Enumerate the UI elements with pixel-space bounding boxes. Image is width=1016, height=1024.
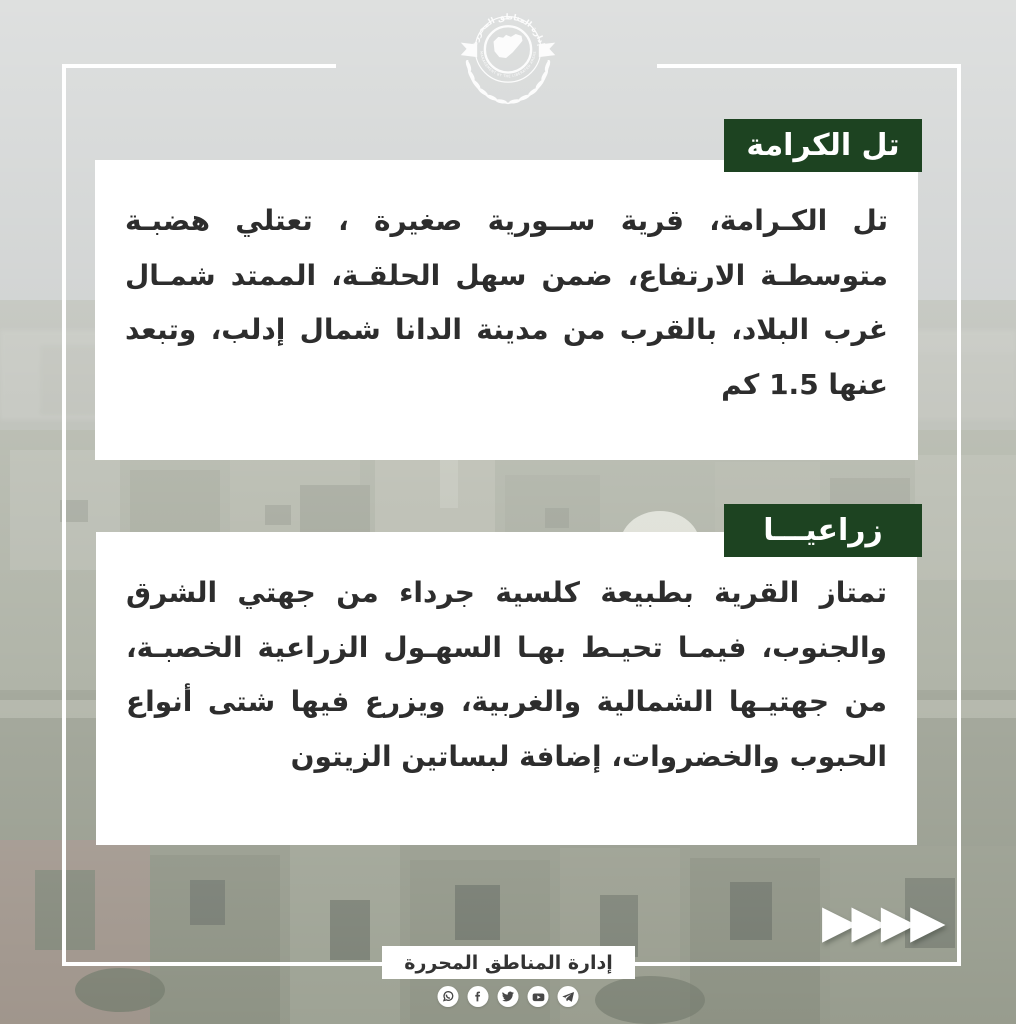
- forward-arrow-icon: ▶: [880, 894, 917, 948]
- facebook-icon[interactable]: [468, 986, 489, 1007]
- footer-label-text: إدارة المناطق المحررة: [404, 951, 613, 974]
- telegram-icon[interactable]: [558, 986, 579, 1007]
- section-body-text: تمتاز القرية بطبيعة كلسية جرداء من جهتي الشرق والجنوب، فيمـا تحيـط بهـا السهـول الزراعية الخصبـة، من جهتيـها الشمالية والغربية، ويزرع فيها شتى أنواع الحبوب والخضروات، إضافة لبساتين الزيتون: [126, 576, 887, 773]
- section-card-agriculture: [96, 532, 917, 845]
- logo-arabic-name: إدارة المناطق المحررة: [468, 11, 548, 47]
- section-title-agriculture: [724, 504, 922, 557]
- footer-organization-label: [382, 946, 635, 979]
- frame-top-left-segment: [62, 64, 336, 68]
- section-body-text: تل الكـرامة، قرية ســورية صغيرة ، تعتلي هضبـة متوسطـة الارتفاع، ضمن سهل الحلقـة، الممتد شمـال غرب البلاد، بالقرب من مدينة الدانا شمال إدلب، وتبعد عنها 1.5 كم: [125, 204, 888, 401]
- syria-map-icon: [494, 34, 523, 58]
- forward-arrow-icon: ▶: [822, 894, 858, 948]
- section-title-tal-alkarama: [724, 119, 922, 172]
- forward-arrow-icon: ▶: [851, 894, 887, 948]
- social-media-row: [438, 986, 579, 1007]
- next-page-arrows[interactable]: [822, 894, 946, 948]
- section-title-text: تل الكرامة: [746, 128, 900, 163]
- frame-right-line: [957, 64, 961, 966]
- youtube-icon[interactable]: [528, 986, 549, 1007]
- frame-bottom-right-segment: [635, 962, 961, 966]
- whatsapp-icon[interactable]: [438, 986, 459, 1007]
- frame-left-line: [62, 64, 66, 966]
- frame-bottom-left-segment: [62, 962, 382, 966]
- section-card-description: [95, 160, 918, 460]
- logo-english-name: MANAGEMENT BY THE LIBERATED AREAS: [479, 50, 537, 79]
- frame-top-right-segment: [657, 64, 961, 68]
- forward-arrow-icon: ▶: [910, 894, 946, 948]
- organization-logo: [443, 6, 573, 112]
- twitter-icon[interactable]: [498, 986, 519, 1007]
- section-title-text: زراعيـــا: [763, 513, 883, 548]
